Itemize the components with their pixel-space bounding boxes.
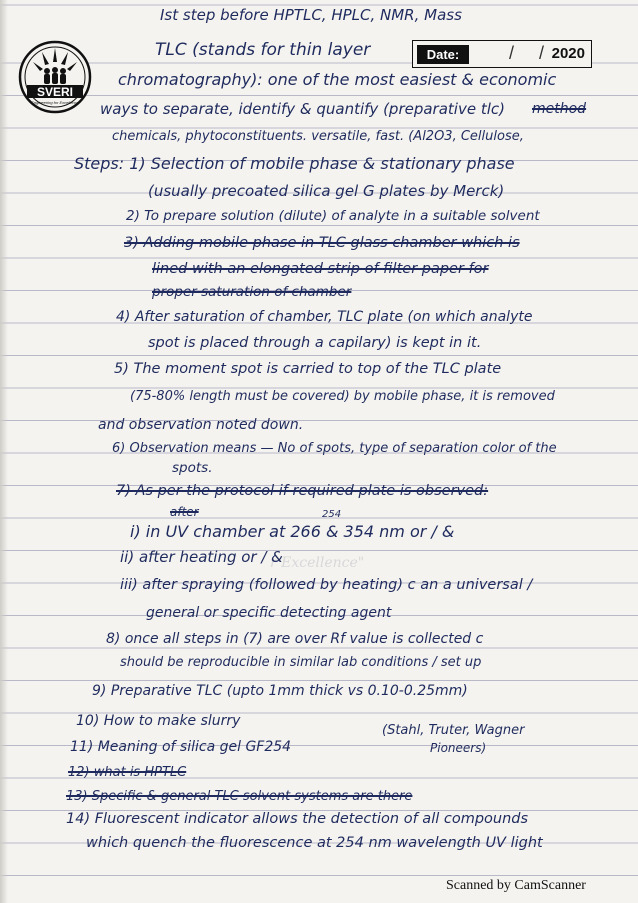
note-line: Steps: 1) Selection of mobile phase & stationary phase [74, 154, 515, 173]
note-line: which quench the fluorescence at 254 nm wavelength UV light [86, 835, 543, 851]
note-line: i) in UV chamber at 266 & 354 nm or / & [130, 522, 455, 541]
note-struck-line: lined with an elongated strip of filter paper for [152, 261, 489, 277]
note-struck-line: 7) As per the protocol if required plate is observed: [116, 483, 489, 499]
note-line: chromatography): one of the most easiest & economic [118, 70, 557, 89]
watermark-text: r Excellence" [270, 555, 365, 571]
note-struck-text: after [170, 505, 199, 519]
sveri-logo [18, 40, 92, 114]
note-line: 4) After saturation of chamber, TLC plate (on which analyte [116, 309, 533, 325]
note-line: should be reproducible in similar lab conditions / set up [120, 655, 482, 670]
scanner-credit: Scanned by CamScanner [446, 878, 586, 893]
note-line: 10) How to make slurry [76, 713, 241, 729]
note-struck-line: 3) Adding mobile phase in TLC glass chamber which is [124, 235, 520, 251]
note-annotation: (Stahl, Truter, Wagner [382, 723, 525, 738]
note-struck-line: 12) what is HPTLC [68, 765, 187, 780]
date-separator: / [539, 43, 545, 63]
note-line: 9) Preparative TLC (upto 1mm thick vs 0.10-0.25mm) [92, 683, 468, 699]
note-annotation: 254 [322, 509, 342, 520]
note-struck-line: proper saturation of chamber [152, 284, 352, 300]
note-line: 14) Fluorescent indicator allows the detection of all compounds [66, 811, 529, 827]
note-line: 6) Observation means — No of spots, type of separation color of the [112, 441, 557, 456]
note-line: chemicals, phytoconstituents. versatile, fast. (Al2O3, Cellulose, [112, 129, 524, 144]
note-line: TLC (stands for thin layer [155, 40, 371, 60]
note-line: general or specific detecting agent [146, 605, 392, 621]
logo-name: SVERI [36, 85, 74, 99]
note-line: spot is placed through a capilary) is kept in it. [148, 335, 482, 351]
note-annotation: Pioneers) [430, 741, 487, 755]
note-line: (75-80% length must be covered) by mobile phase, it is removed [130, 389, 555, 404]
note-line: 2) To prepare solution (dilute) of analyte in a suitable solvent [126, 208, 540, 224]
note-line: 5) The moment spot is carried to top of the TLC plate [114, 361, 502, 377]
date-separator: / [509, 43, 515, 63]
page-edge-shadow [0, 0, 8, 903]
note-line: (usually precoated silica gel G plates by Merck) [148, 182, 505, 200]
date-year: 2020 [551, 45, 585, 62]
note-struck-line: 13) Specific & general TLC solvent systems are there [66, 789, 413, 804]
logo-tagline: Engineering for Excellence [31, 100, 79, 105]
note-line: and observation noted down. [98, 417, 304, 433]
note-line: ways to separate, identify & quantify (preparative tlc) [100, 100, 505, 118]
note-line: 8) once all steps in (7) are over Rf value is collected c [106, 631, 484, 647]
note-struck-text: method [532, 101, 587, 117]
note-line: iii) after spraying (followed by heating) c an a universal / [120, 577, 533, 593]
date-box [412, 40, 592, 68]
note-line: spots. [172, 460, 213, 476]
note-line: 11) Meaning of silica gel GF254 [70, 739, 292, 755]
date-label: Date: [417, 45, 469, 64]
note-line: Ist step before HPTLC, HPLC, NMR, Mass [160, 6, 462, 24]
note-line: ii) after heating or / & [120, 548, 283, 566]
